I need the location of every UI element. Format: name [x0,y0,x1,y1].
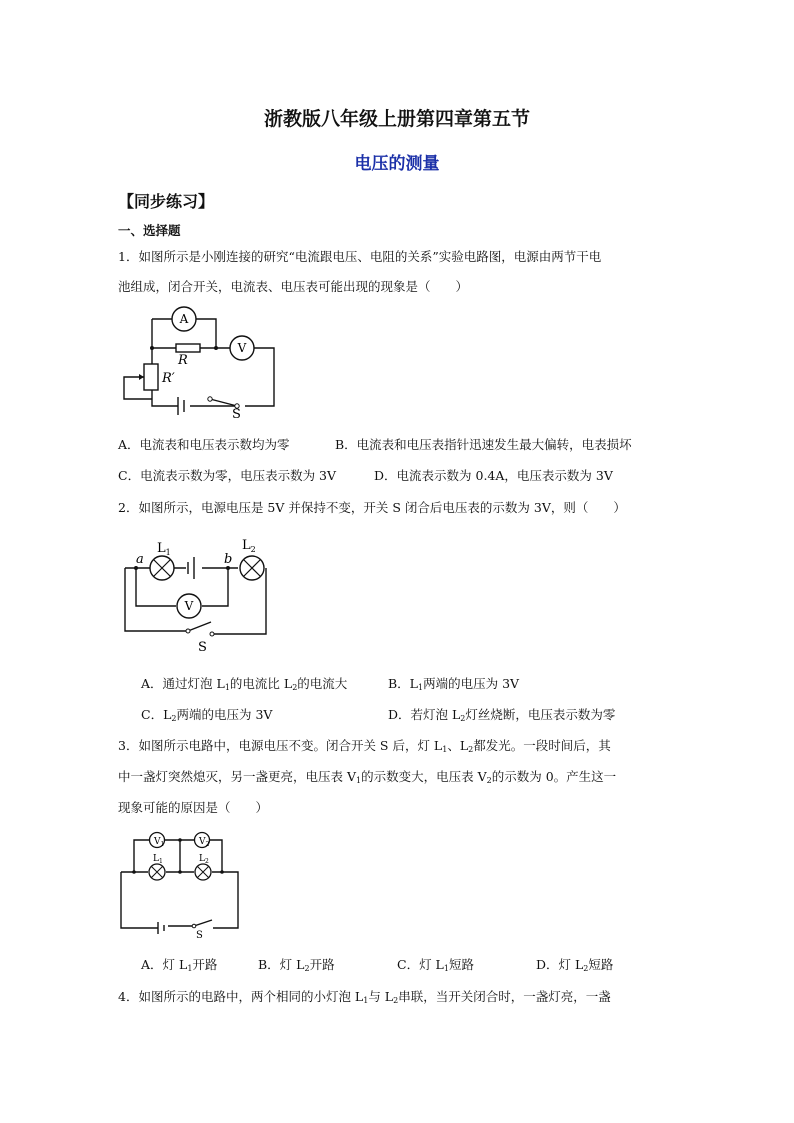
q1-option-c: C．电流表示数为零，电压表示数为 3V [118,468,337,483]
switch-label: S [198,640,207,655]
q3-circuit-diagram [118,830,244,940]
lamp-l2-label: $L_2$ [242,538,256,554]
part-heading: 一、选择题 [118,223,181,238]
q3-line-1: 3．如图所示电路中，电源电压不变。闭合开关 S 后，灯 $L_1$、$L_2$都发光。一段时间后，其 [118,738,611,754]
voltmeter-v1-label: $V_1$ [154,837,165,848]
q3-option-c: C．灯 $L_1$短路 [397,957,474,973]
q3-option-b: B．灯 $L_2$开路 [258,957,335,973]
lamp-l2-label: $L_2$ [199,854,209,865]
point-b-label: b [224,552,233,567]
q3-option-a: A．灯 $L_1$开路 [141,957,218,973]
q2-option-b: B．$L_1$两端的电压为 3V [388,676,520,692]
voltmeter-label: V [184,599,194,613]
resistor-label: R [178,353,188,368]
q1-circuit-diagram [110,306,290,422]
switch-label: S [196,930,203,940]
q1-line-1: 1．如图所示是小刚连接的研究“电流跟电压、电阻的关系”实验电路图，电源由两节干电 [118,249,602,264]
q2-option-d: D．若灯泡 $L_2$灯丝烧断，电压表示数为零 [388,707,616,723]
point-a-label: a [136,552,144,567]
q3-line-2: 中一盏灯突然熄灭，另一盏更亮，电压表 $V_1$的示数变大，电压表 $V_2$的示数为 0。产生这一 [118,769,617,785]
switch-label: S [232,407,241,422]
voltmeter-v2-label: $V_2$ [199,837,210,848]
q1-option-b: B．电流表和电压表指针迅速发生最大偏转，电表损坏 [335,437,632,452]
page-title: 浙教版八年级上册第四章第五节 [263,108,530,130]
q2-circuit-diagram [118,530,278,656]
q2-option-c: C．$L_2$两端的电压为 3V [141,707,273,723]
q1-line-2: 池组成，闭合开关，电流表、电压表可能出现的现象是（ ） [118,279,469,294]
ammeter-label: A [179,312,189,326]
q1-option-a: A．电流表和电压表示数均为零 [118,437,290,452]
q1-option-d: D．电流表示数为 0.4A，电压表示数为 3V [374,468,613,483]
rheostat-label: R′ [162,371,175,386]
page-subtitle: 电压的测量 [354,154,440,174]
q3-line-3: 现象可能的原因是（ ） [118,800,269,815]
lamp-l1-label: $L_1$ [153,854,163,865]
section-heading: 【同步练习】 [118,192,215,211]
q4-line-1: 4．如图所示的电路中，两个相同的小灯泡 $L_1$与 $L_2$串联，当开关闭合时，一盏灯亮，一盏 [118,989,611,1005]
lamp-l1-label: $L_1$ [157,541,171,557]
q2-option-a: A．通过灯泡 $L_1$的电流比 $L_2$的电流大 [141,676,348,692]
voltmeter-label: V [237,341,247,355]
q3-option-d: D．灯 $L_2$短路 [536,957,614,973]
q2-line-1: 2．如图所示，电源电压是 5V 并保持不变，开关 S 闭合后电压表的示数为 3V，则（ ） [118,500,626,515]
